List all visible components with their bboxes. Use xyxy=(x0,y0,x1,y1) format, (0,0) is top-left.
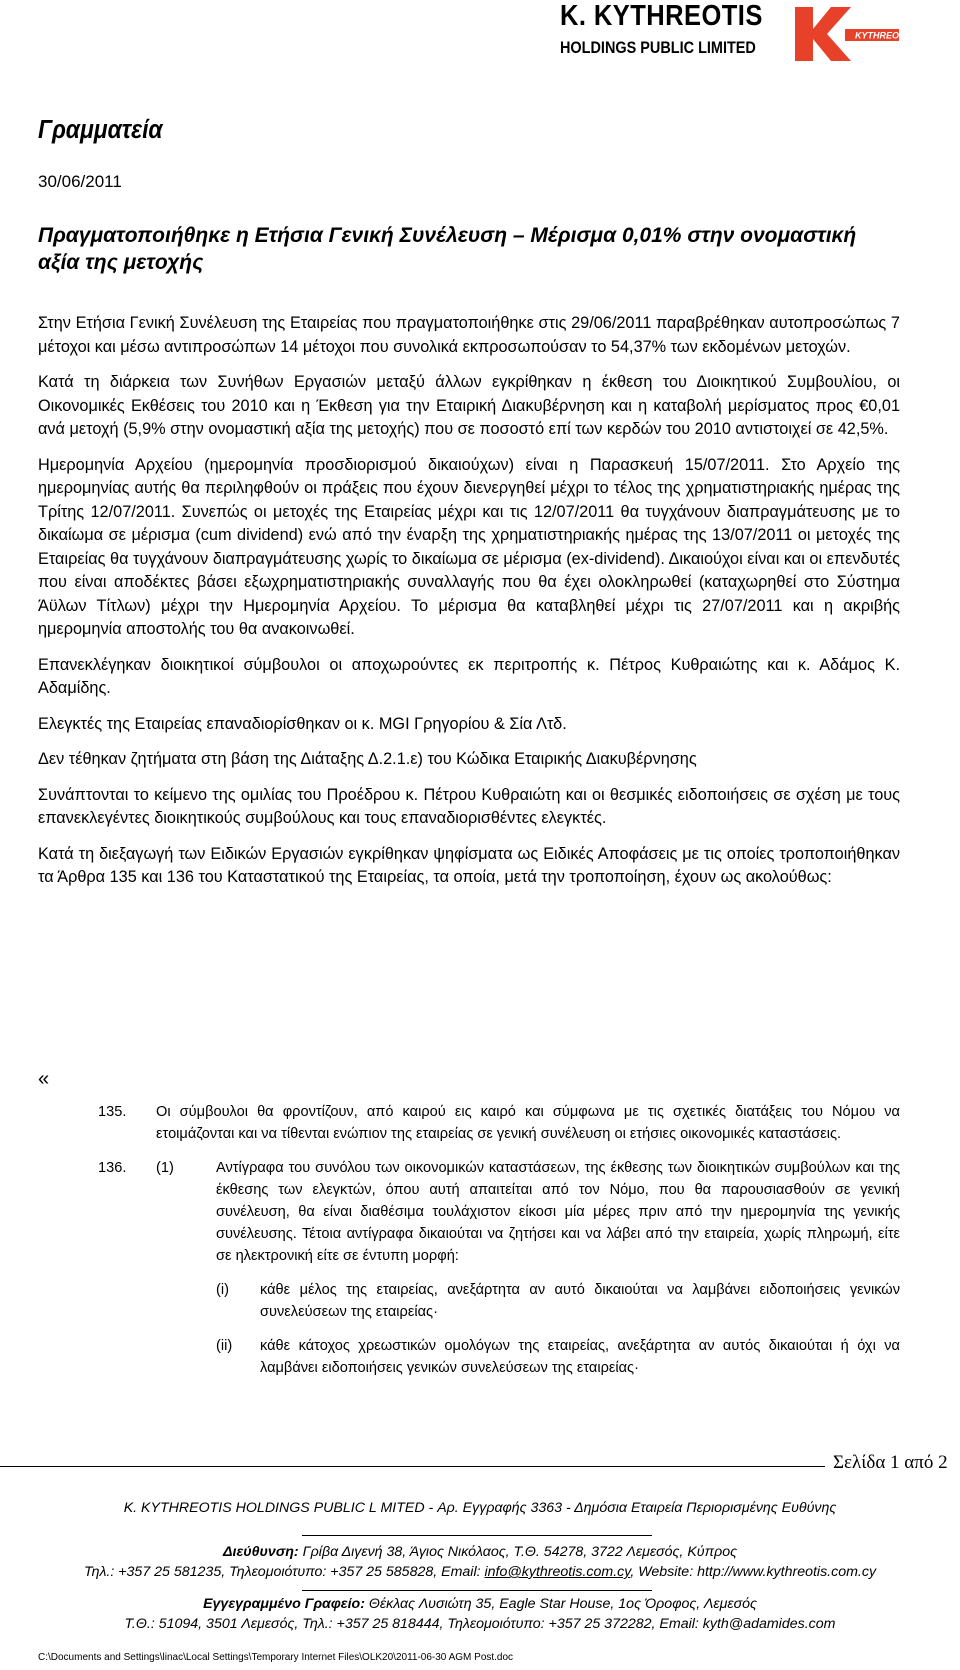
footer-company-line: K. KYTHREOTIS HOLDINGS PUBLIC L MITED - Αρ. Εγγραφής 3363 - Δημόσια Εταιρεία Περιορισμένης Ευθύνης xyxy=(123,1500,837,1516)
article-number: 135. xyxy=(98,1104,127,1120)
email-link[interactable]: info@kythreotis.com.cy xyxy=(484,1564,631,1580)
paragraph-ordinary-business: Κατά τη διάρκεια των Συνήθων Εργασιών μεταξύ άλλων εγκρίθηκαν η έκθεση του Διοικητικού Συμβουλίου, οι Οικονομικές Εκθέσεις του 2010 και η Έκθεση για την Εταιρική Διακυβέρνηση και η καταβολή μερίσματος προς €0,01 ανά μετοχή (5,9% στην ονομαστική αξία της μετοχής) που σε ποσοστό επί των κερδών του 2010 αντιστοιχεί σε 42,5%. xyxy=(38,373,900,438)
list-item xyxy=(38,1335,900,1379)
registered-label: Εγγεγραμμένο Γραφείο: xyxy=(203,1596,365,1612)
contact-phones: Τηλ.: +357 25 581235, Τηλεομοιότυπο: +357 25 585828, Email: xyxy=(83,1564,481,1580)
company-logo xyxy=(793,5,914,63)
footer-registered-contact: Τ.Θ.: 51094, 3501 Λεμεσός, Τηλ.: +357 25 818444, Τηλεομοιότυπο: +357 25 372282, Email: kyth@adamides.com xyxy=(124,1616,836,1632)
paragraph-auditors: Ελεγκτές της Εταιρείας επαναδιορίσθηκαν οι κ. MGI Γρηγορίου & Σία Λτδ. xyxy=(38,714,567,733)
footer-address xyxy=(0,1544,960,1560)
footer-contact xyxy=(0,1564,960,1580)
address-label: Διεύθυνση: xyxy=(222,1544,299,1560)
subsection-text: Αντίγραφα του συνόλου των οικονομικών καταστάσεων, της έκθεσης των διοικητικών συμβούλων και της έκθεσης των ελεγκτών, όπου αυτή απαιτείται από τον Νόμο, που θα παρουσιασθούν σε γενική συνέλευση, θα είναι διαθέσιμα τουλάχιστον είκοσι μία μέρες πριν από την ημερομηνία της γενικής συνέλευσης. Τέτοια αντίγραφα δικαιούται να ζητήσει και να λάβει από την εταιρεία, χωρίς πληρωμή, είτε σε ηλεκτρονική είτε σε έντυπη μορφή: xyxy=(216,1160,900,1264)
registered-value: Θέκλας Λυσιώτη 35, Eagle Star House, 1ος Όροφος, Λεμεσός xyxy=(368,1596,757,1612)
file-path: C:\Documents and Settings\linac\Local Settings\Temporary Internet Files\OLK20\2011-06-30 AGM Post.doc xyxy=(38,1652,514,1663)
list-item-number: (ii) xyxy=(216,1338,233,1354)
paragraph-governance: Δεν τέθηκαν ζητήματα στη βάση της Διάταξης Δ.2.1.ε) του Κώδικα Εταιρικής Διακυβέρνησης xyxy=(38,750,697,768)
quote-open: « xyxy=(38,1068,50,1090)
headline: Πραγματοποιήθηκε η Ετήσια Γενική Συνέλευση – Μέρισμα 0,01% στην ονομαστική αξία της μετοχής xyxy=(38,224,857,274)
article-136 xyxy=(38,1157,900,1379)
logo-text: KYTHREOTIS xyxy=(855,30,914,41)
footer-separator xyxy=(302,1535,652,1536)
footer-rule xyxy=(0,1466,825,1467)
list-item-number: (i) xyxy=(216,1282,229,1298)
footer-separator xyxy=(302,1590,652,1591)
paragraph-attendance: Στην Ετήσια Γενική Συνέλευση της Εταιρείας που πραγματοποιήθηκε στις 29/06/2011 παραβρέθηκαν αυτοπροσώπως 7 μέτοχοι και μέσω αντιπροσώπων 14 μέτοχοι που συνολικά εκπροσωπούσαν το 54,37% των εκδομένων μετοχών. xyxy=(38,314,900,356)
body-text xyxy=(38,312,900,902)
article-text: Οι σύμβουλοι θα φροντίζουν, από καιρού εις καιρό και σύμφωνα με τις σχετικές διατάξεις του Νόμου να ετοιμάζονται και να τίθενται ενώπιον της εταιρείας σε γενική συνέλευση οι ετήσιες οικονομικές καταστάσεις. xyxy=(156,1104,900,1142)
paragraph-directors: Επανεκλέγηκαν διοικητικοί σύμβουλοι οι αποχωρούντες εκ περιτροπής κ. Πέτρος Κυθραιώτης και κ. Αδάμος Κ. Αδαμίδης. xyxy=(38,655,900,697)
paragraph-special-business: Κατά τη διεξαγωγή των Ειδικών Εργασιών εγκρίθηκαν ψηφίσματα ως Ειδικές Αποφάσεις με τις οποίες τροποποιήθηκαν τα Άρθρα 135 και 136 του Καταστατικού της Εταιρείας, τα οποία, μετά την τροποποίηση, έχουν ως ακολούθως: xyxy=(38,844,900,886)
list-item-text: κάθε μέλος της εταιρείας, ανεξάρτητα αν αυτό δικαιούται να λαμβάνει ειδοποιήσεις γενικών συνελεύσεων της εταιρείας· xyxy=(260,1282,900,1320)
article-number: 136. xyxy=(98,1160,127,1176)
website-text: , Website: http://www.kythreotis.com.cy xyxy=(630,1564,877,1580)
subsection-number: (1) xyxy=(156,1160,174,1176)
list-item xyxy=(38,1279,900,1323)
company-name: K. KYTHREOTIS xyxy=(560,0,763,32)
list-item-text: κάθε κάτοχος χρεωστικών ομολόγων της εταιρείας, ανεξάρτητα αν αυτός δικαιούται ή όχι να λαμβάνει ειδοποιήσεις γενικών συνελεύσεων της εταιρείας· xyxy=(260,1338,900,1376)
articles-block xyxy=(38,1101,900,1391)
address-value: Γρίβα Διγενή 38, Άγιος Νικόλαος, Τ.Θ. 54278, 3722 Λεμεσός, Κύπρος xyxy=(302,1544,737,1560)
paragraph-record-date: Ημερομηνία Αρχείου (ημερομηνία προσδιορισμού δικαιούχων) είναι η Παρασκευή 15/07/2011. Στο Αρχείο της ημερομηνίας αυτής θα περιληφθούν οι πράξεις που έχουν διενεργηθεί μέχρι το τέλος της χρηματιστηριακής ημέρας της Τρίτης 12/07/2011. Συνεπώς οι μετοχές της Εταιρείας μέχρι και τις 12/07/2011 θα τυγχάνουν διαπραγμάτευσης με το δικαίωμα σε μέρισμα (cum dividend) ενώ από την έναρξη της χρηματιστηριακής ημέρας της 13/07/2011 οι μετοχές της Εταιρείας θα τυγχάνουν διαπραγμάτευσης χωρίς το δικαίωμα σε μέρισμα (ex-dividend). Δικαιούχοι είναι και οι επενδυτές που είναι αποδέκτες βάσει εξωχρηματιστηριακής συναλλαγής που θα έχει ολοκληρωθεί (καταχωρηθεί στο Σύστημα Άϋλων Τίτλων) μέχρι την Ημερομηνία Αρχείου. Το μέρισμα θα καταβληθεί μέχρι τις 27/07/2011 και η ακριβής ημερομηνία αποστολής του θα ανακοινωθεί. xyxy=(38,455,900,638)
announcement-date: 30/06/2011 xyxy=(38,172,122,191)
footer-registered-office xyxy=(0,1596,960,1612)
section-title: Γραμματεία xyxy=(38,114,163,144)
article-135 xyxy=(38,1101,900,1145)
company-subtitle: HOLDINGS PUBLIC LIMITED xyxy=(560,38,756,57)
paragraph-attachments: Συνάπτονται το κείμενο της ομιλίας του Προέδρου κ. Πέτρου Κυθραιώτη και οι θεσμικές ειδοποιήσεις σε σχέση με τους επανεκλεγέντες διοικητικούς συμβούλους και τους επαναδιορισθέντες ελεγκτές. xyxy=(38,785,900,827)
page-number: Σελίδα 1 από 2 xyxy=(833,1452,948,1473)
